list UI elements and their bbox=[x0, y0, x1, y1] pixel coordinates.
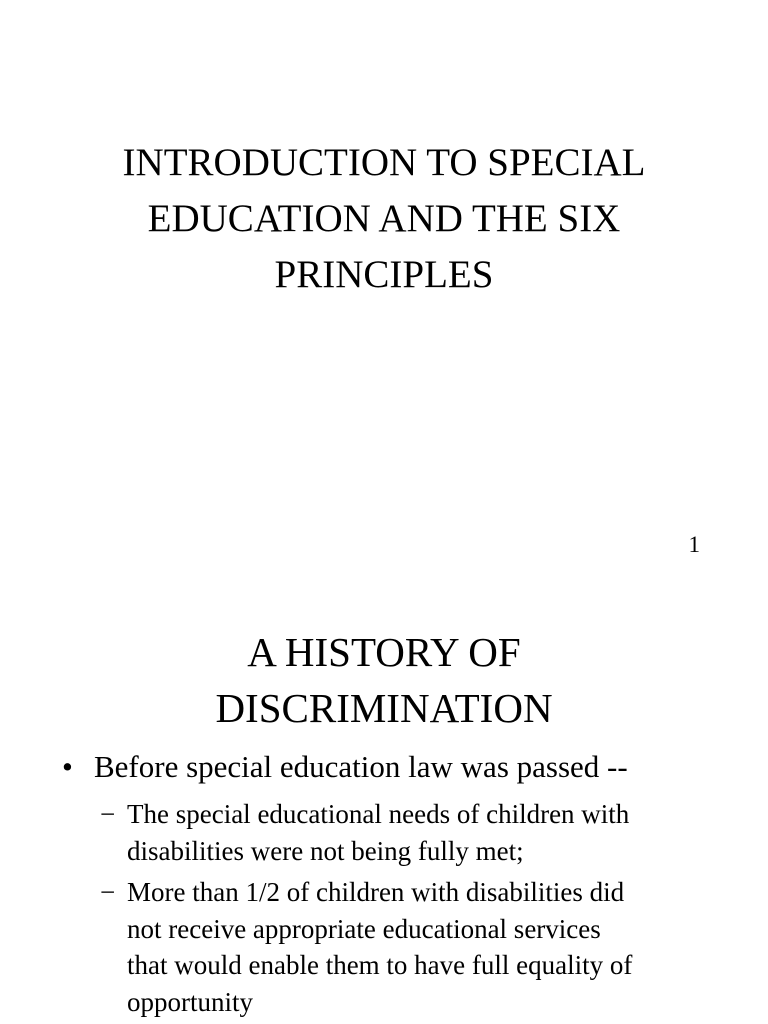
bullet-marker: • bbox=[62, 749, 73, 784]
slide-title-line: PRINCIPLES bbox=[274, 253, 494, 296]
slide-title-line: A HISTORY OF bbox=[247, 629, 521, 675]
sub-bullet-item bbox=[100, 874, 720, 1020]
slide-title bbox=[0, 135, 768, 303]
sub-bullet-line: More than 1/2 of children with disabilities did bbox=[127, 877, 625, 907]
dash-marker: − bbox=[100, 799, 116, 829]
slide-title bbox=[0, 624, 768, 736]
sub-bullet-line: The special educational needs of children with bbox=[127, 799, 630, 829]
slide-title-line: DISCRIMINATION bbox=[215, 685, 553, 731]
sub-bullet-line: opportunity bbox=[127, 986, 253, 1017]
bullet-text: Before special education law was passed -- bbox=[94, 749, 628, 784]
page-number: 1 bbox=[688, 532, 700, 557]
dash-marker: − bbox=[100, 877, 116, 907]
sub-bullet-line: disabilities were not being fully met; bbox=[127, 835, 524, 866]
slide-2 bbox=[0, 580, 768, 1024]
slide-title-line: EDUCATION AND THE SIX bbox=[147, 197, 621, 240]
slide-title-line: INTRODUCTION TO SPECIAL bbox=[122, 141, 646, 184]
sub-bullet-item bbox=[100, 796, 720, 869]
sub-bullet-line: that would enable them to have full equality of bbox=[127, 950, 633, 980]
sub-bullet-line: not receive appropriate educational services bbox=[127, 913, 601, 944]
